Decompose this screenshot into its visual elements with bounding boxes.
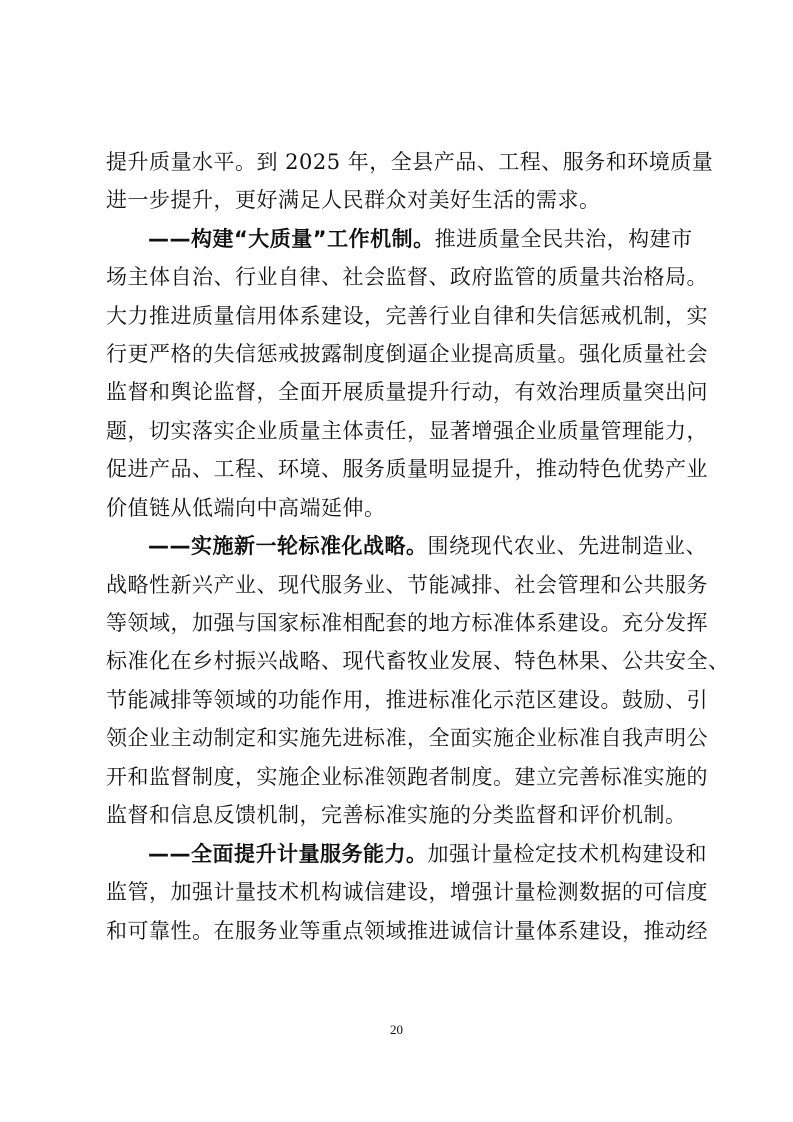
section-heading: ——构建“大质量”工作机制。 (148, 227, 435, 251)
text-line (106, 150, 714, 174)
text-line (106, 265, 708, 289)
line-text: 等领域，加强与国家标准相配套的地方标准体系建设。充分发挥 (106, 611, 708, 635)
line-text: 场主体自治、行业自律、社会监督、政府监管的质量共治格局。 (106, 265, 708, 289)
line-text: 题，切实落实企业质量主体责任，显著增强企业质量管理能力， (106, 419, 708, 443)
line-text: 战略性新兴产业、现代服务业、节能减排、社会管理和公共服务 (106, 573, 708, 597)
line-text: 标准化在乡村振兴战略、现代畜牧业发展、特色林果、公共安全、 (106, 649, 730, 673)
line-text: 大力推进质量信用体系建设，完善行业自律和失信惩戒机制，实 (106, 304, 708, 328)
line-text: 进一步提升，更好满足人民群众对美好生活的需求。 (106, 188, 601, 212)
text-line (106, 880, 708, 904)
text-line (106, 688, 708, 712)
line-text: 促进产品、工程、环境、服务质量明显提升，推动特色优势产业 (106, 457, 708, 481)
text-line (106, 457, 708, 481)
paragraph-start-line (106, 534, 707, 558)
text-line (106, 304, 708, 328)
line-text: 开和监督制度，实施企业标准领跑者制度。建立完善标准实施的 (106, 765, 708, 789)
text-line (106, 380, 708, 404)
line-text: 监督和信息反馈机制，完善标准实施的分类监督和评价机制。 (106, 803, 687, 827)
line-text: 提升质量水平。到 2025 年，全县产品、工程、服务和环境质量 (106, 150, 714, 174)
text-line (106, 803, 691, 827)
text-line (106, 419, 708, 443)
text-line (106, 765, 708, 789)
text-line (106, 342, 708, 366)
line-text: 节能减排等领域的功能作用，推进标准化示范区建设。鼓励、引 (106, 688, 708, 712)
line-text: 围绕现代农业、先进制造业、 (427, 534, 707, 558)
line-text: 监管，加强计量技术机构诚信建设，增强计量检测数据的可信度 (106, 880, 708, 904)
paragraph-start-line (106, 227, 691, 251)
line-text: 加强计量检定技术机构建设和 (427, 842, 707, 866)
paragraph-start-line (106, 842, 707, 866)
text-line (106, 573, 708, 597)
section-heading: ——实施新一轮标准化战略。 (148, 534, 428, 558)
page-number: 20 (390, 1022, 403, 1037)
section-heading: ——全面提升计量服务能力。 (148, 842, 428, 866)
line-text: 行更严格的失信惩戒披露制度倒逼企业提高质量。强化质量社会 (106, 342, 708, 366)
line-text: 价值链从低端向中高端延伸。 (106, 496, 386, 520)
text-line (106, 919, 708, 943)
text-line (106, 496, 691, 520)
line-text: 和可靠性。在服务业等重点领域推进诚信计量体系建设，推动经 (106, 919, 708, 943)
line-text: 监督和舆论监督，全面开展质量提升行动，有效治理质量突出问 (106, 380, 708, 404)
text-line (106, 188, 691, 212)
line-text: 推进质量全民共治，构建市 (434, 227, 693, 251)
text-line (106, 611, 708, 635)
line-text: 领企业主动制定和实施先进标准，全面实施企业标准自我声明公 (106, 726, 708, 750)
text-line (106, 726, 708, 750)
text-line (106, 649, 730, 673)
